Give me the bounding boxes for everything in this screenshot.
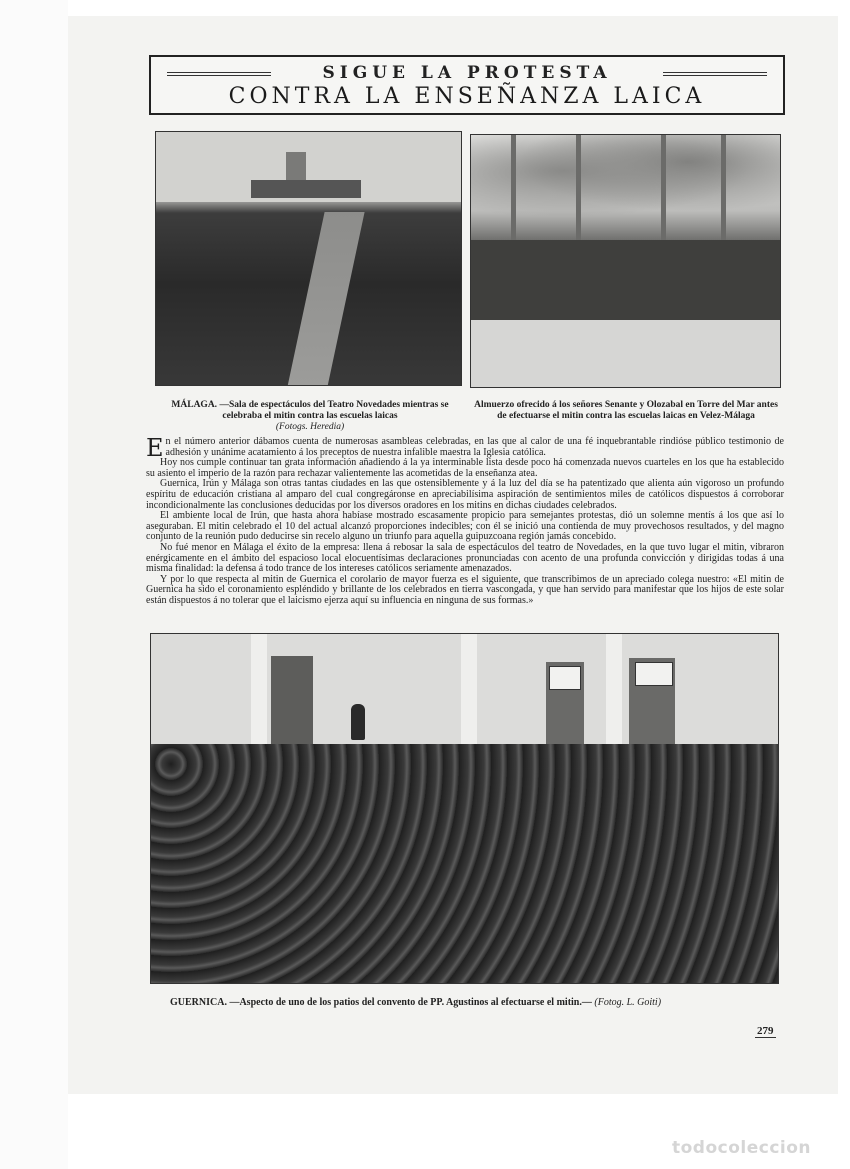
photo-credit: (Fotog. L. Goiti) xyxy=(594,997,662,1008)
scan-margin xyxy=(0,0,68,1169)
page-number: 279 xyxy=(757,1025,774,1037)
caption-malaga xyxy=(155,400,465,433)
photo-pillar xyxy=(606,634,622,754)
photo-tree-trunk xyxy=(576,135,581,255)
photo-door xyxy=(271,656,313,754)
photo-crowd xyxy=(151,744,778,984)
photo-pillar xyxy=(461,634,477,754)
photo-guernica-patio xyxy=(150,633,779,984)
photo-tree-trunk xyxy=(661,135,666,255)
photo-window xyxy=(635,662,673,686)
paragraph: Y por lo que respecta al mitin de Guernica el corolario de mayor fuerza es el siguiente, que transcribimos de un apreciado colega nuestro: «El mitin de Guernica ha sido el coronamiento espléndido y brillante de los celebrados en tierra vascongada, y que han servido para manifestar que los hijos de este solar están dispuestos á no tolerar que el laicismo ejerza aquí su influencia en ninguna de sus formas.» xyxy=(146,573,784,606)
photo-torre-del-mar-lunch xyxy=(470,134,781,388)
caption-text: —Sala de espectáculos del Teatro Novedades mientras se celebraba el mitin contra las escuelas laicas xyxy=(219,400,449,421)
photo-speaker-figure xyxy=(351,704,365,740)
article-header xyxy=(149,55,785,115)
photo-tree-trunk xyxy=(721,135,726,255)
photo-tree-trunk xyxy=(511,135,516,255)
caption-place: GUERNICA. xyxy=(170,997,227,1008)
photo-pillar xyxy=(251,634,267,754)
paragraph: El ambiente local de Irún, que hasta ahora habíase mostrado escasamente propicio para semejantes protestas, dió un solemne mentís á los que así lo aseguraban. El mitin celebrado el 10 del actual alcanzó proporciones indecibles; con él se inició una contienda de muy provechosos resultados, y del magno conjunto de la reunión pudo deducirse sin recelo alguno un triunfo para aquella guipuzcoana región jamás concebido. xyxy=(146,510,784,543)
photo-ground xyxy=(471,320,780,388)
caption-velez xyxy=(470,400,782,422)
paragraph: No fué menor en Málaga el éxito de la empresa: llena á rebosar la sala de espectáculos del teatro de Novedades, en la que tuvo lugar el mitin, vibraron enérgicamente en el ámbito del espacioso local elocuentísimas declaraciones pronunciadas con acento de una profunda convicción y dirigidas todas á una misma finalidad: la defensa á todo trance de los intereses católicos seriamente amenazados. xyxy=(146,541,784,575)
article-title: CONTRA LA ENSEÑANZA LAICA xyxy=(228,84,706,109)
article-body xyxy=(146,434,784,607)
caption-guernica xyxy=(150,997,779,1008)
photo-trees xyxy=(471,135,780,225)
drop-cap: E xyxy=(146,434,164,462)
photo-stage xyxy=(251,180,361,198)
paragraph: En el número anterior dábamos cuenta de numerosas asambleas celebradas, en las que al calor de una fé inquebrantable rindióse público testimonio de adhesión y unánime acatamiento á los preceptos de nuestra infalible maestra la Iglesia católica. xyxy=(146,434,784,462)
paragraph: Guernica, Irún y Málaga son otras tantas ciudades en las que ostensiblemente y á la luz del día se ha patentizado que alienta aún vigoroso un profundo espíritu de educación cristiana al amparo del cual congregáronse en apreciabilísima aspiración de sentimientos miles de católicos dispuestos á corroborar incondicionalmente las conclusiones deducidas por los diversos oradores en los mitins en dichas ciudades celebrados. xyxy=(146,478,784,511)
paragraph: Hoy nos cumple continuar tan grata información añadiendo á la ya interminable lista desde poco há comenzada nuevos cuarteles en los que ha establecido su asiento el imperio de la razón para rechazar valientemente las acometidas de la enseñanza atea. xyxy=(146,457,784,479)
watermark: todocoleccion xyxy=(672,1138,812,1158)
photo-credit: (Fotogs. Heredia) xyxy=(275,422,345,432)
caption-place: MÁLAGA. xyxy=(171,400,218,410)
photo-malaga-theater-hall xyxy=(155,131,462,386)
header-kicker: SIGUE LA PROTESTA xyxy=(322,63,612,83)
photo-window xyxy=(549,666,581,690)
photo-aisle xyxy=(287,212,364,386)
caption-text: —Aspecto de uno de los patios del convento de PP. Agustinos al efectuarse el mitin.— xyxy=(229,997,592,1008)
photo-diners xyxy=(471,240,780,320)
caption-text: Almuerzo ofrecido á los señores Senante y Olozabal en Torre del Mar antes de efectuarse el mitin contra las escuelas laicas en Velez-Málaga xyxy=(474,400,778,421)
